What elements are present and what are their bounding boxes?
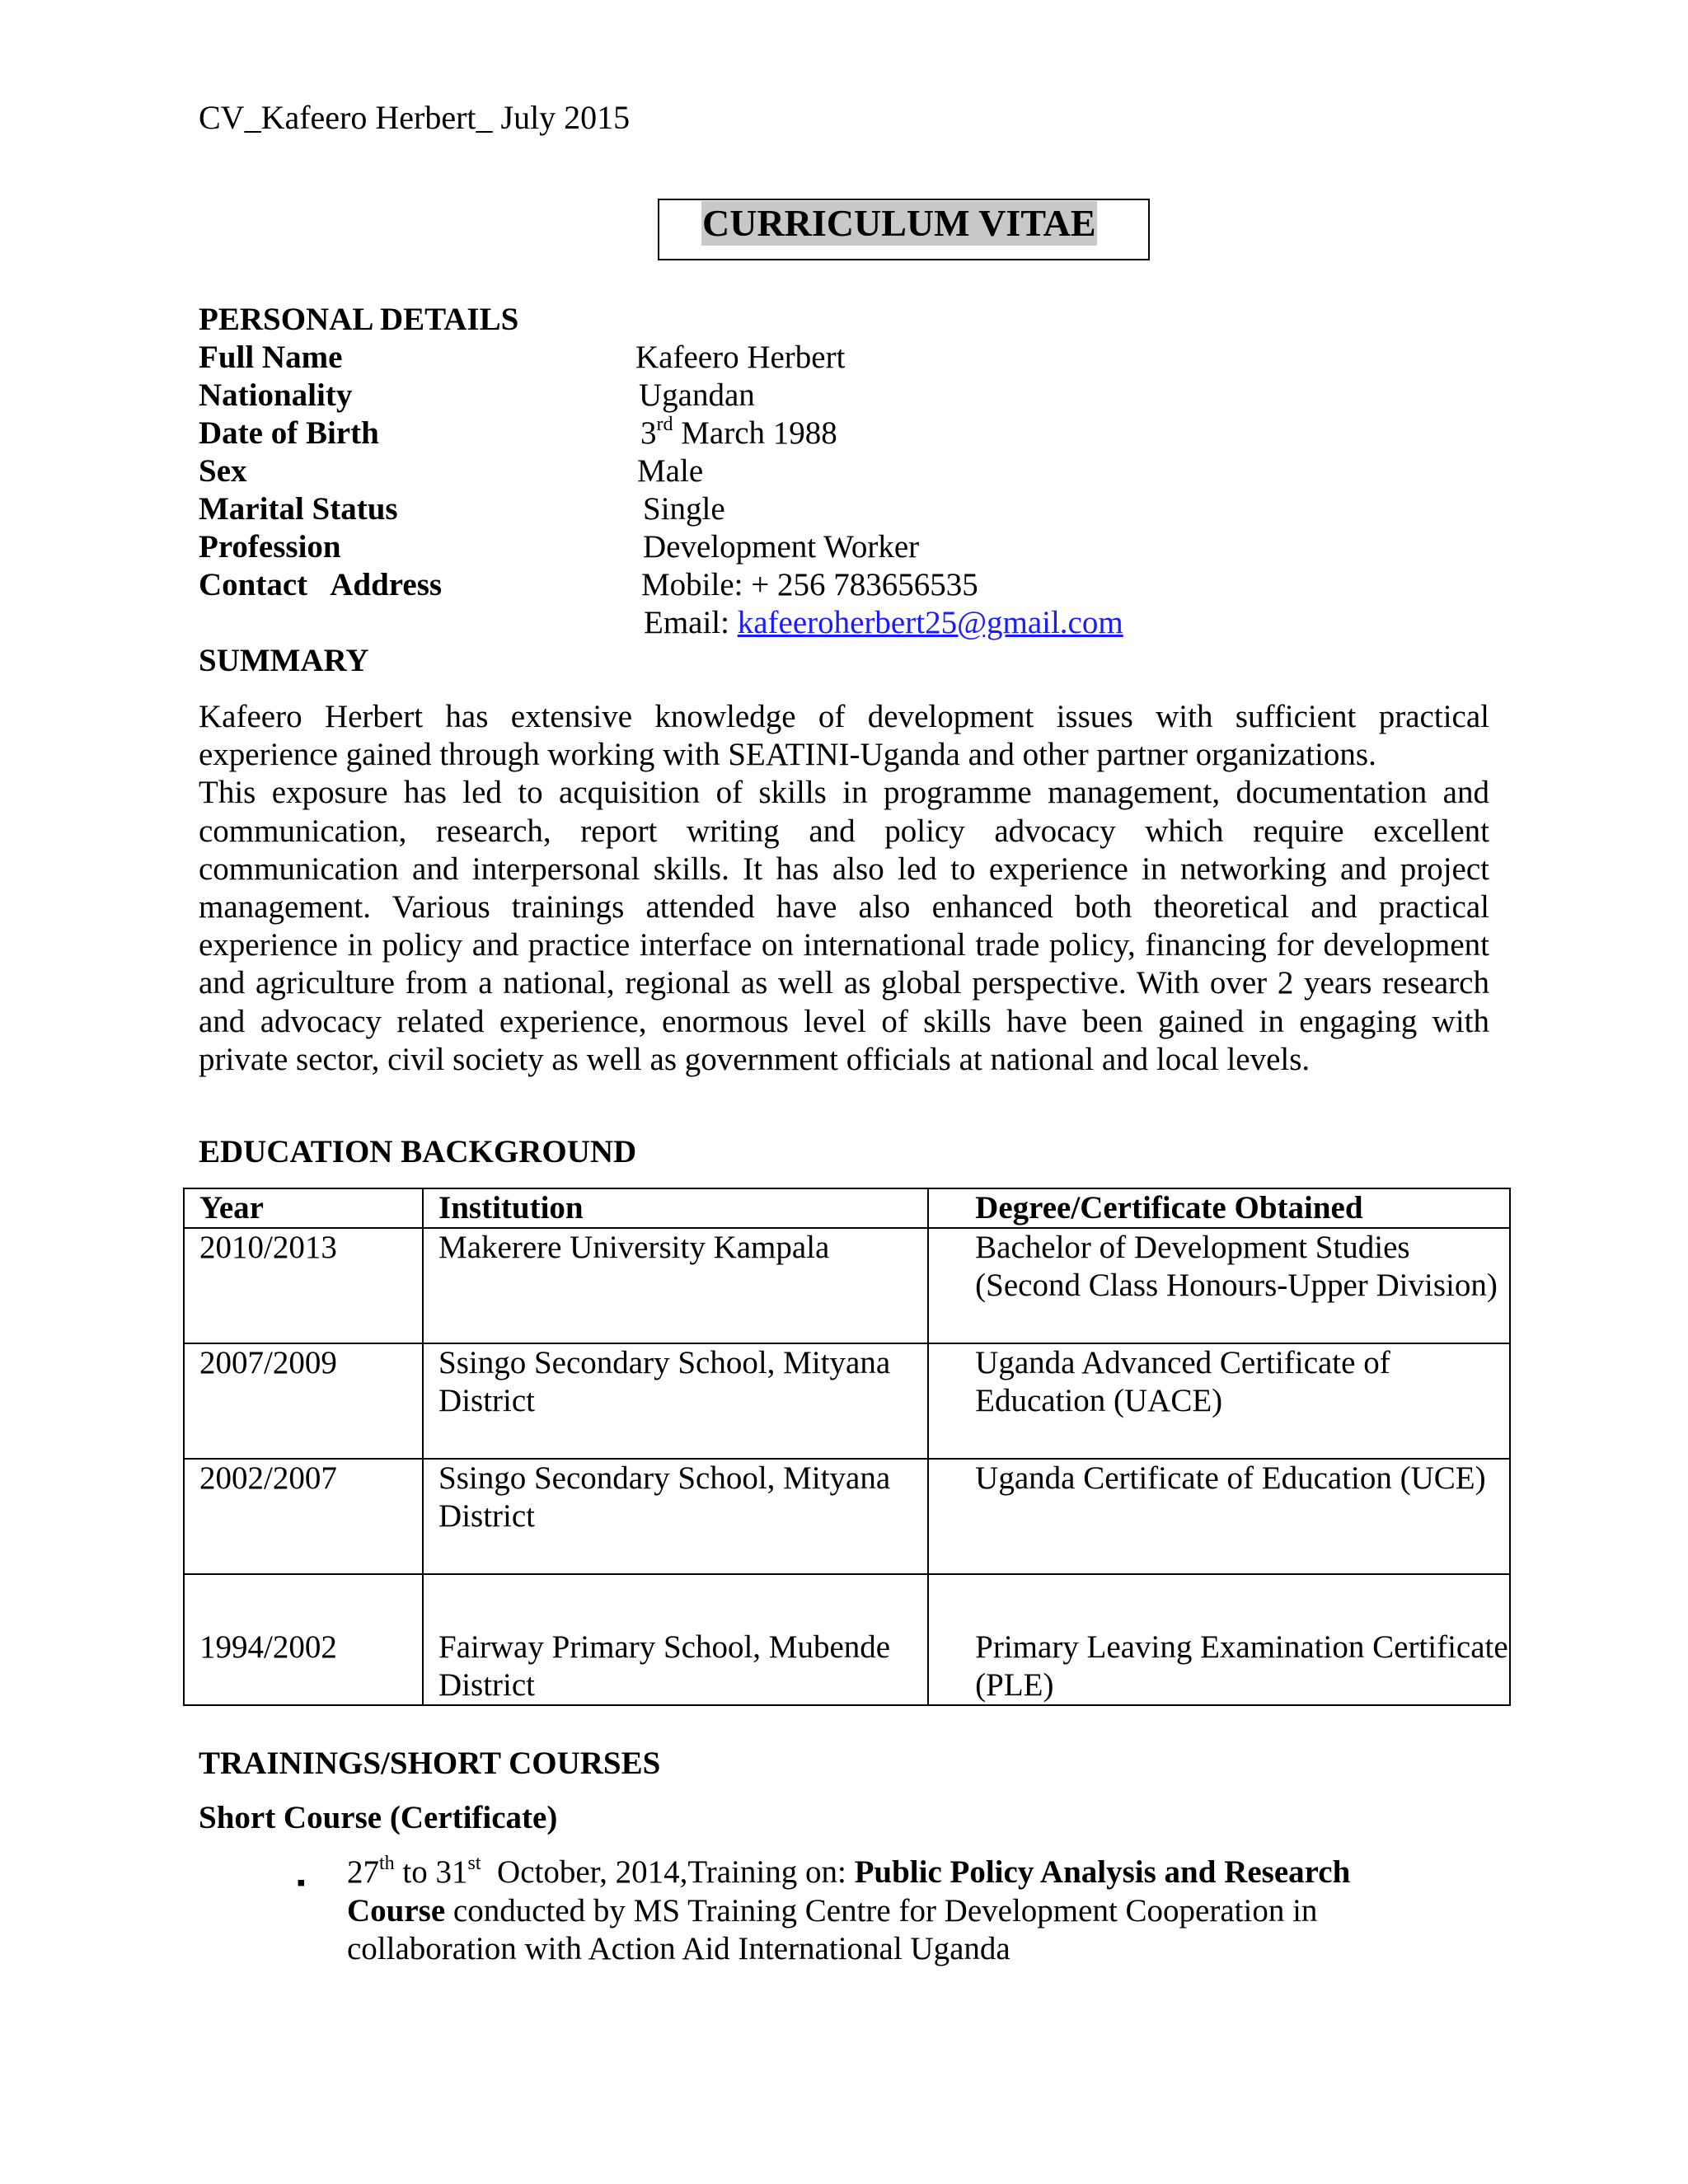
training-to: to 31 xyxy=(394,1854,468,1890)
document-title: CURRICULUM VITAE xyxy=(702,202,1096,244)
year-cell: 2010/2013 xyxy=(184,1228,423,1343)
profession-label: Profession xyxy=(199,529,341,565)
email-prefix: Email: xyxy=(644,605,738,640)
summary-paragraph-2: This exposure has led to acquisition of skills in programme management, documentation and communication, research, report writing and policy advocacy which require excellent communication and interpersonal skills. It has also led to experience in networking and project management. Various trainings attended have also enhanced both theoretical and practical experience in policy and practice interface on international trade policy, financing for development and agriculture from a national, regional as well as global perspective. With over 2 years research and advocacy related experience, enormous level of skills have been gained in engaging with private sector, civil society as well as government officials at national and local levels. xyxy=(199,775,1489,1077)
degree-cell: Bachelor of Development Studies (Second Class Honours-Upper Division) xyxy=(928,1228,1510,1343)
institution-cell: Ssingo Secondary School, Mityana District xyxy=(423,1343,928,1459)
table-row xyxy=(184,1459,1510,1574)
document-header: CV_Kafeero Herbert_ July 2015 xyxy=(199,99,631,136)
training-suffix-to: st xyxy=(467,1853,481,1874)
table-header-row xyxy=(184,1188,1510,1228)
education-heading: EDUCATION BACKGROUND xyxy=(199,1134,637,1169)
degree-cell: Uganda Certificate of Education (UCE) xyxy=(928,1459,1510,1574)
training-course-name: Public Policy Analysis and Research Course xyxy=(347,1854,1351,1929)
trainings-heading: TRAININGS/SHORT COURSES xyxy=(199,1746,661,1781)
nationality-value: Ugandan xyxy=(639,377,755,413)
year-cell: 2002/2007 xyxy=(184,1459,423,1574)
training-description: conducted by MS Training Centre for Development Cooperation in collaboration with Action Aid International Uganda xyxy=(347,1892,1318,1966)
institution-cell: Ssingo Secondary School, Mityana District xyxy=(423,1459,928,1574)
dob-label: Date of Birth xyxy=(199,415,379,451)
institution-cell: Fairway Primary School, Mubende District xyxy=(423,1574,928,1705)
institution-cell: Makerere University Kampala xyxy=(423,1228,928,1343)
profession-value: Development Worker xyxy=(643,529,920,565)
summary-paragraph-1: Kafeero Herbert has extensive knowledge of development issues with sufficient practical experience gained through working with SEATINI-Uganda and other partner organizations. xyxy=(199,699,1489,773)
degree-cell: Uganda Advanced Certificate of Education (UACE) xyxy=(928,1343,1510,1459)
table-row xyxy=(184,1228,1510,1343)
training-date-rest: October, 2014,Training on: xyxy=(481,1854,855,1890)
degree-cell: Primary Leaving Examination Certificate (PLE) xyxy=(928,1574,1510,1705)
marital-status-label: Marital Status xyxy=(199,491,398,527)
column-header-degree: Degree/Certificate Obtained xyxy=(928,1188,1510,1228)
mobile-value: Mobile: + 256 783656535 xyxy=(641,567,978,602)
email-link[interactable]: kafeeroherbert25@gmail.com xyxy=(737,605,1123,640)
table-row xyxy=(184,1343,1510,1459)
summary-heading: SUMMARY xyxy=(199,643,369,678)
column-header-year: Year xyxy=(184,1188,423,1228)
dob-day: 3 xyxy=(640,415,657,451)
full-name-value: Kafeero Herbert xyxy=(635,340,846,375)
dob-rest: March 1988 xyxy=(673,415,837,451)
email-line xyxy=(644,604,1123,642)
training-suffix-from: th xyxy=(379,1853,395,1874)
full-name-label: Full Name xyxy=(199,340,343,375)
column-header-institution: Institution xyxy=(423,1188,928,1228)
training-day-from: 27 xyxy=(347,1854,379,1890)
year-cell: 1994/2002 xyxy=(184,1574,423,1705)
sex-label: Sex xyxy=(199,453,247,489)
training-item xyxy=(347,1854,1418,1969)
education-table xyxy=(183,1188,1511,1706)
summary-body xyxy=(199,698,1489,1079)
bullet-icon: ▪ xyxy=(297,1869,306,1896)
sex-value: Male xyxy=(637,453,704,489)
dob-value xyxy=(640,415,837,452)
dob-suffix: rd xyxy=(656,414,673,435)
year-cell: 2007/2009 xyxy=(184,1343,423,1459)
contact-address-label: Contact Address xyxy=(199,567,443,602)
nationality-label: Nationality xyxy=(199,377,353,413)
personal-details-heading: PERSONAL DETAILS xyxy=(199,302,519,337)
marital-status-value: Single xyxy=(643,491,725,527)
table-row xyxy=(184,1574,1510,1705)
short-course-subheading: Short Course (Certificate) xyxy=(199,1800,558,1835)
